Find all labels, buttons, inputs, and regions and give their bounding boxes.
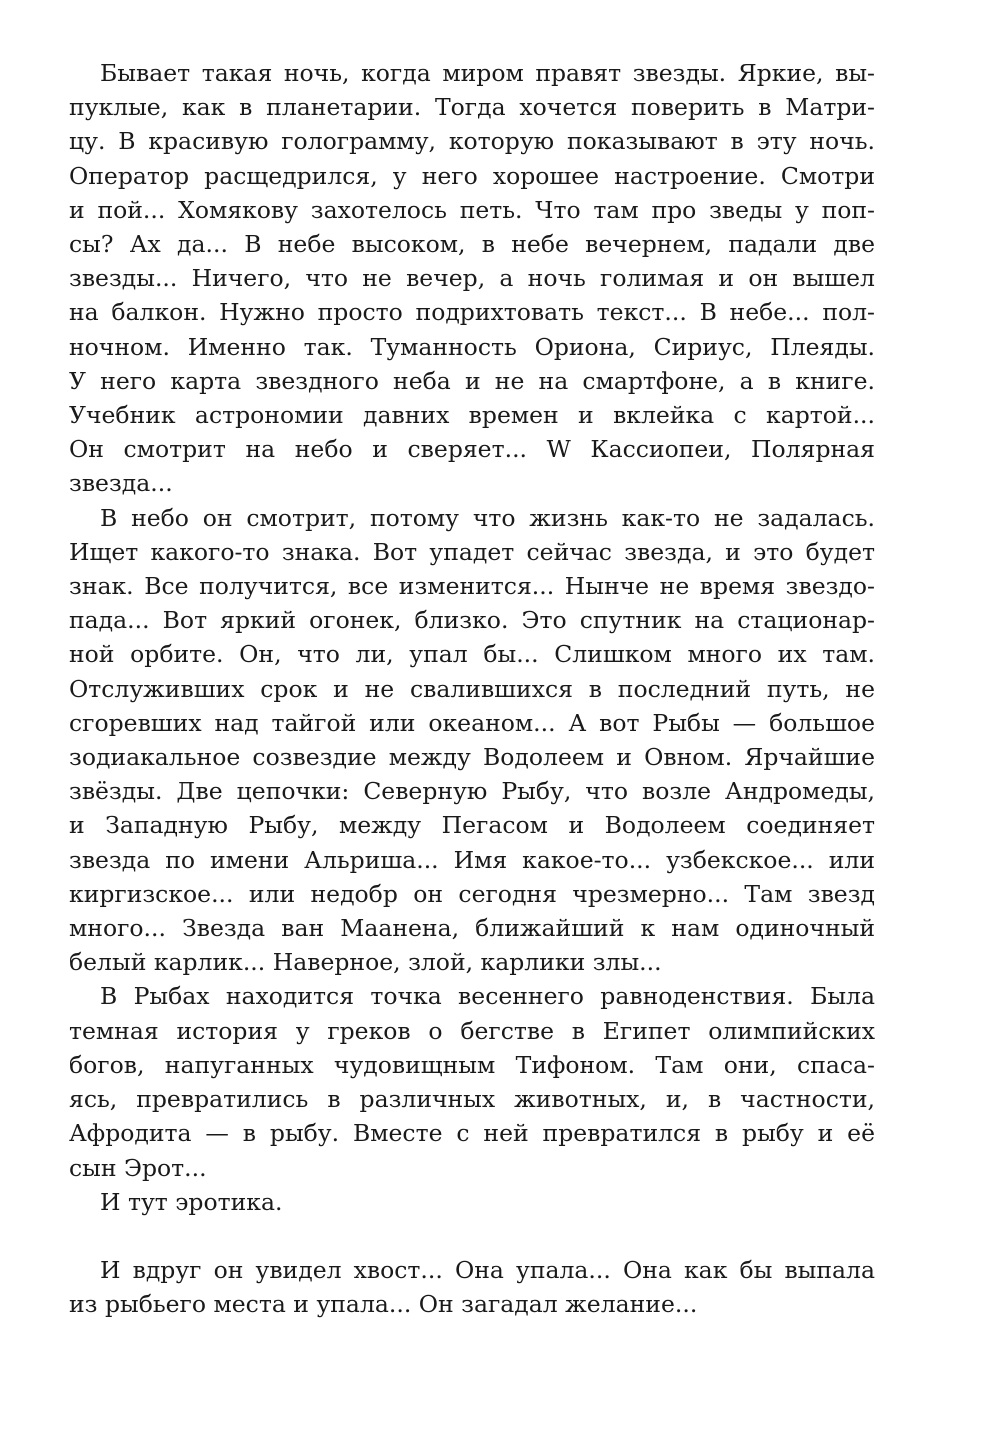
text-line: Оператор расщедрился, у него хорошее настроение. Смотри [69, 161, 875, 190]
text-line: звезда по имени Альриша... Имя какое-то... узбекское... или [69, 845, 875, 874]
text-line: звезды... Ничего, что не вечер, а ночь голимая и он вышел [69, 264, 875, 293]
text-line: В Рыбах находится точка весеннего равноденствия. Была [100, 982, 875, 1011]
text-line: и Западную Рыбу, между Пегасом и Водолеем соединяет [69, 811, 875, 840]
text-line: сгоревших над тайгой или океаном... А вот Рыбы — большое [69, 708, 875, 737]
text-line: звёзды. Две цепочки: Северную Рыбу, что возле Андромеды, [69, 777, 875, 806]
text-line: цу. В красивую голограмму, которую показывают в эту ночь. [69, 127, 875, 156]
paragraph-4 [69, 1185, 875, 1219]
text-line: сын Эрот... [69, 1153, 207, 1182]
text-line: знак. Все получится, все изменится... Нынче не время звездо- [69, 572, 875, 601]
text-line: из рыбьего места и упала... Он загадал желание... [69, 1290, 698, 1319]
text-line: киргизское... или недобр он сегодня чрезмерно... Там звезд [69, 879, 875, 908]
text-line: ночном. Именно так. Туманность Ориона, Сириус, Плеяды. [69, 332, 875, 361]
text-line: Афродита — в рыбу. Вместе с ней превратился в рыбу и её [69, 1119, 875, 1148]
text-line: много... Звезда ван Маанена, ближайший к нам одиночный [69, 914, 875, 943]
text-line: и пой... Хомякову захотелось петь. Что там про зведы у поп- [69, 195, 875, 224]
text-line: белый карлик... Наверное, злой, карлики злы... [69, 948, 662, 977]
text-line: зодиакальное созвездие между Водолеем и Овном. Ярчайшие [69, 743, 875, 772]
text-line: сы? Ах да... В небе высоком, в небе вечернем, падали две [69, 230, 875, 259]
text-line: пада... Вот яркий огонек, близко. Это спутник на стационар- [69, 606, 875, 635]
text-line: ной орбите. Он, что ли, упал бы... Слишком много их там. [69, 640, 875, 669]
text-line: звезда... [69, 469, 173, 498]
text-line: Он смотрит на небо и сверяет... W Кассиопеи, Полярная [69, 435, 875, 464]
text-line: И тут эротика. [100, 1187, 283, 1216]
text-line: пуклые, как в планетарии. Тогда хочется поверить в Матри- [69, 93, 875, 122]
text-line: Учебник астрономии давних времен и вклейка с картой... [69, 401, 875, 430]
text-line: У него карта звездного неба и не на смартфоне, а в книге. [69, 366, 875, 395]
paragraph-1 [69, 56, 875, 501]
book-page [69, 56, 875, 1321]
text-line: Отслуживших срок и не свалившихся в последний путь, не [69, 674, 875, 703]
text-line: И вдруг он увидел хвост... Она упала... Она как бы выпала [100, 1255, 875, 1284]
paragraph-5 [69, 1253, 875, 1321]
section-break [69, 1219, 875, 1253]
paragraph-3 [69, 979, 875, 1184]
text-line: Бывает такая ночь, когда миром правят звезды. Яркие, вы- [100, 59, 875, 87]
text-line: на балкон. Нужно просто подрихтовать текст... В небе... пол- [69, 298, 875, 327]
text-line: Ищет какого-то знака. Вот упадет сейчас звезда, и это будет [69, 537, 875, 566]
text-line: темная история у греков о бегстве в Египет олимпийских [69, 1016, 875, 1045]
text-line: В небо он смотрит, потому что жизнь как-то не задалась. [100, 503, 875, 532]
text-line: ясь, превратились в различных животных, и, в частности, [69, 1085, 875, 1114]
paragraph-2 [69, 501, 875, 980]
text-line: богов, напуганных чудовищным Тифоном. Там они, спаса- [69, 1050, 875, 1079]
